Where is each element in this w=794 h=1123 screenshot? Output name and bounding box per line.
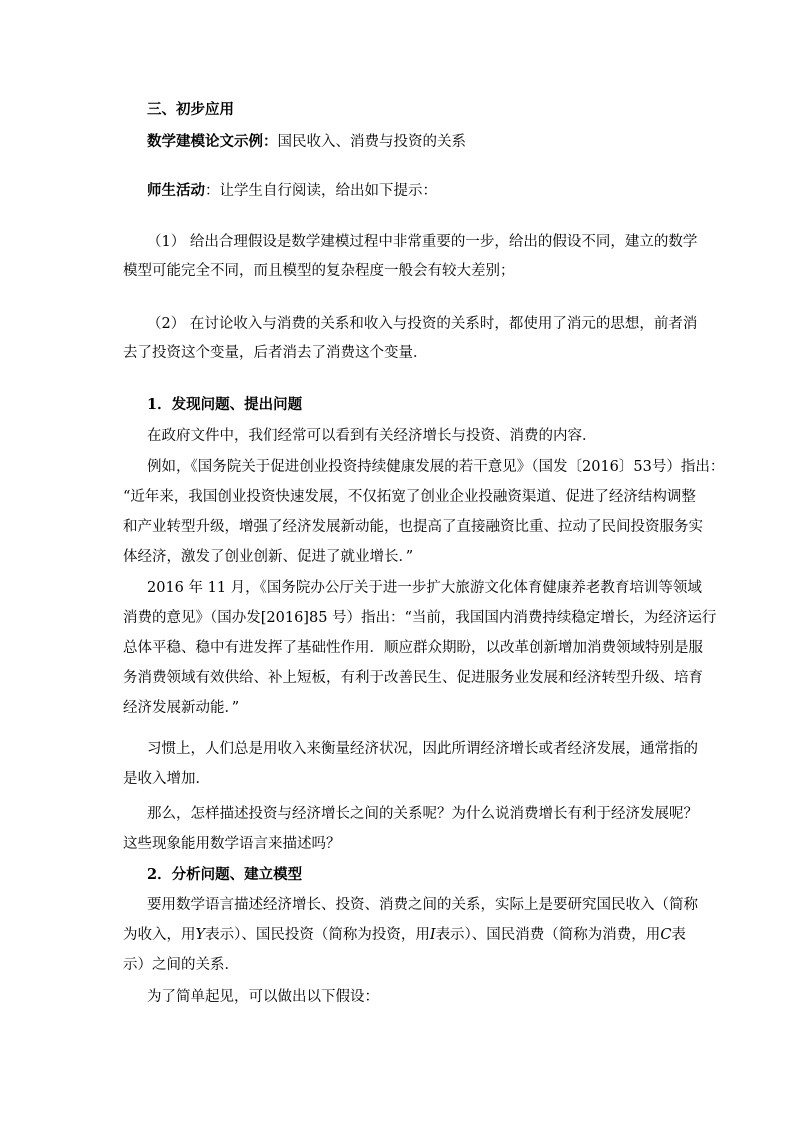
variable-c: C xyxy=(660,927,672,943)
hint1-line2: 模型可能完全不同，而且模型的复杂程度一般会有较大差别； xyxy=(123,263,515,279)
paragraph-6-text-b: 表示）、国民投资（简称为投资，用 xyxy=(205,927,430,943)
example-colon: ： xyxy=(263,133,278,150)
example-title: 国民收入、消费与投资的关系 xyxy=(277,134,466,150)
paragraph-6-text-d: 表 xyxy=(671,927,686,943)
paragraph-6-line1: 要用数学语言描述经济增长、投资、消费之间的关系，实际上是要研究国民收入（简称 xyxy=(147,897,698,913)
paragraph-2-line1: 例如，《国务院关于促进创业投资持续健康发展的若干意见》（国发〔2016〕53号）指出： xyxy=(147,459,725,475)
paragraph-7: 为了简单起见，可以做出以下假设： xyxy=(147,989,379,1005)
paragraph-5-line2: 这些现象能用数学语言来描述吗？ xyxy=(123,836,341,852)
activity-line xyxy=(147,181,437,201)
section-heading: 三、初步应用 xyxy=(147,101,234,118)
heading-discover-problem: 1．发现问题、提出问题 xyxy=(147,396,303,413)
activity-text: ：让学生自行阅读，给出如下提示： xyxy=(205,183,437,199)
variable-i: I xyxy=(429,927,436,943)
paragraph-2-line2: “近年来，我国创业投资快速发展，不仅拓宽了创业企业投融资渠道、促进了经济结构调整 xyxy=(123,489,696,505)
hint1-line1: （1） 给出合理假设是数学建模过程中非常重要的一步，给出的假设不同，建立的数学 xyxy=(147,234,698,250)
paragraph-4-line1: 习惯上，人们总是用收入来衡量经济状况，因此所谓经济增长或者经济发展，通常指的 xyxy=(147,741,698,757)
hint2-line1: （2） 在讨论收入与消费的关系和收入与投资的关系时，都使用了消元的思想，前者消 xyxy=(147,316,698,332)
hint2-line2: 去了投资这个变量，后者消去了消费这个变量． xyxy=(123,345,428,361)
paragraph-1: 在政府文件中，我们经常可以看到有关经济增长与投资、消费的内容． xyxy=(147,428,597,444)
paragraph-3-line4: 务消费领域有效供给、补上短板，有利于改善民生、促进服务业发展和经济转型升级、培育 xyxy=(123,670,703,686)
paragraph-6-text-a: 为收入，用 xyxy=(123,927,196,943)
activity-label: 师生活动 xyxy=(147,182,205,199)
paragraph-3-line3: 总体平稳、稳中有进发挥了基础性作用．顺应群众期盼，以改革创新增加消费领域特别是服 xyxy=(123,640,703,656)
variable-y: Y xyxy=(195,927,206,943)
paragraph-2-line4: 体经济，激发了创业创新、促进了就业增长．” xyxy=(123,549,414,565)
paragraph-3-line1: 2016 年 11 月，《国务院办公厅关于进一步扩大旅游文化体育健康养老教育培训等领域 xyxy=(147,580,702,596)
paragraph-2-line3: 和产业转型升级，增强了经济发展新动能，也提高了直接融资比重、拉动了民间投资服务实 xyxy=(123,519,703,535)
paragraph-4-line2: 是收入增加． xyxy=(123,771,210,787)
paragraph-6-line2 xyxy=(123,925,686,945)
paragraph-5-line1: 那么，怎样描述投资与经济增长之间的关系呢？为什么说消费增长有利于经济发展呢？ xyxy=(147,806,698,822)
heading-analyze-problem: 2．分析问题、建立模型 xyxy=(147,866,303,883)
example-label: 数学建模论文示例 xyxy=(147,133,263,150)
paragraph-6-line3: 示）之间的关系． xyxy=(123,957,239,973)
paragraph-3-line2: 消费的意见》（国办发[2016]85 号）指出：“当前，我国国内消费持续稳定增长，为经济运行 xyxy=(123,610,717,626)
paragraph-3-line5: 经济发展新动能．” xyxy=(123,700,240,716)
paragraph-6-text-c: 表示）、国民消费（简称为消费，用 xyxy=(435,927,661,943)
example-line xyxy=(147,132,466,152)
